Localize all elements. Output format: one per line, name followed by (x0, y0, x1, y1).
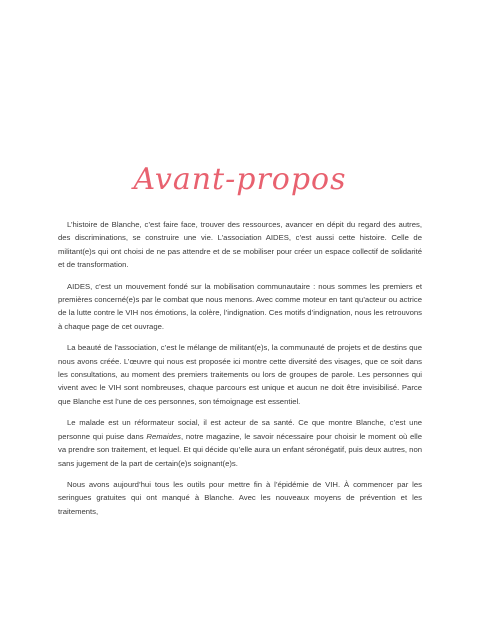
magazine-name: Remaides (146, 431, 181, 441)
page-title: Avant-propos (133, 162, 347, 197)
paragraph-1: L’histoire de Blanche, c’est faire face, trouver des ressources, avancer en dépit du regard des autres, des discriminations, se construire une vie. L’association AIDES, c’est aussi cette histoire. Celle de militant(e)s qui ont choisi de ne pas attendre et de se mobiliser pour créer un espace collectif de solidarité et de transformation. (58, 220, 422, 270)
paragraph-3: La beauté de l’association, c’est le mélange de militant(e)s, la communauté de projets et de destins que nous avons créée. L’œuvre qui nous est proposée ici montre cette diversité des visages, que ce soit dans les consultations, au moment des premiers traitements ou lors de groupes de parole. Les personnes qui vivent avec le VIH sont nombreuses, chaque parcours est unique et aucun ne doit être invisibilisé. Parce que Blanche est l’une de ces personnes, son témoignage est essentiel. (58, 343, 422, 406)
paragraph-2: AIDES, c’est un mouvement fondé sur la mobilisation communautaire : nous sommes les premiers et premières concerné(e)s par le combat que nous menons. Avec comme moteur en tant qu’acteur ou actrice de la lutte contre le VIH nos émotions, la colère, l’indignation. Ces motifs d’indignation, nous les retrouvons à chaque page de cet ouvrage. (58, 281, 422, 331)
paragraph-4 (58, 416, 422, 470)
paragraph-5: Nous avons aujourd’hui tous les outils pour mettre fin à l’épidémie de VIH. À commencer par les seringues gratuites qui ont manqué à Blanche. Avec les nouveaux moyens de prévention et les traitements, (58, 479, 422, 516)
paragraph-4-start: Le malade est un réformateur social, il est acteur de sa santé. Ce que montre Blanche, c’est une personne qui puise dans (58, 418, 422, 441)
paragraph-4-end: , notre magazine, le savoir nécessaire pour choisir le moment où elle va prendre son traitement, et lequel. Et qui décide qu’elle aura un enfant séronégatif, puis deux autres, non sans jugement de la part de certain(e)s soignant(e)s. (58, 431, 422, 468)
body-text (58, 218, 422, 526)
